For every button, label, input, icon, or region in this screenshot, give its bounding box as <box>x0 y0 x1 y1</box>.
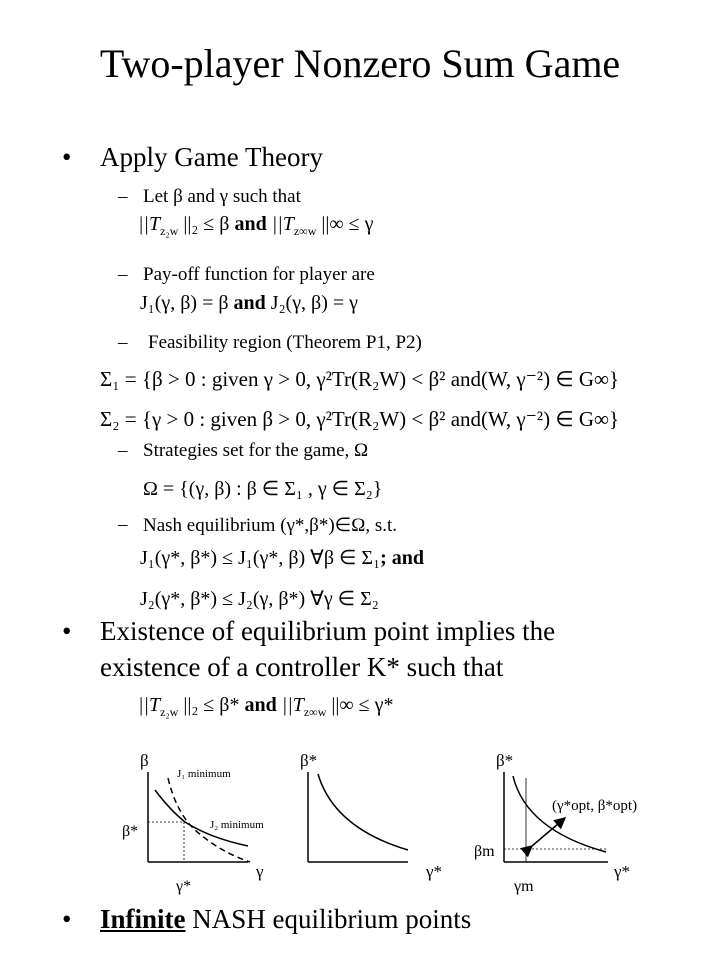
bullet-dot-3: • <box>62 904 72 934</box>
g3-beta-m: βm <box>474 843 495 860</box>
norm-t-left: ||T <box>138 213 161 235</box>
page-title: Two-player Nonzero Sum Game <box>99 41 621 86</box>
bullet-infinite-nash <box>100 904 471 935</box>
nash1-text: J₁(γ*, β*) ≤ J₁(γ*, β) ∀β ∈ Σ₁ <box>140 547 381 569</box>
g1-j2-label: J₂ minimum <box>210 819 264 831</box>
sub-nash: Nash equilibrium (γ*,β*)∈Ω, s.t. <box>143 515 398 536</box>
bullet-dot-1: • <box>62 142 72 172</box>
bullet-dot-2: • <box>62 616 72 646</box>
graph-equilibrium-curve <box>300 751 442 881</box>
ctrl-norminf-tail: ||∞ ≤ γ* <box>326 694 394 716</box>
sigma1-equation: Σ₁ = {β > 0 : given γ > 0, γ²Tr(R₂W) < β² and(W, γ⁻²) ∈ G∞} <box>100 367 620 391</box>
nash-condition-2: J₂(γ*, β*) ≤ J₂(γ, β*) ∀γ ∈ Σ₂ <box>140 588 379 610</box>
bullet-apply-game-theory: Apply Game Theory <box>100 142 323 172</box>
ctrl-subscript-inf: z∞w <box>303 705 327 719</box>
g3-curve <box>513 776 606 852</box>
sub-let-beta-gamma: Let β and γ such that <box>143 186 301 207</box>
g1-gamma-star: γ* <box>176 878 192 895</box>
g1-beta-star: β* <box>122 823 139 840</box>
norm2-tail: ||₂ ≤ β <box>178 213 235 235</box>
g2-x-label: γ* <box>426 862 443 881</box>
sub-dash-3: – <box>118 332 128 353</box>
g1-j2-curve <box>155 790 248 846</box>
sub-dash-4: – <box>118 440 128 461</box>
sub-dash-1: – <box>118 186 128 207</box>
g3-y-label: β* <box>496 751 514 770</box>
sub-dash-5: – <box>118 514 128 535</box>
g3-opt-label: (γ*opt, β*opt) <box>552 798 638 814</box>
j1-payoff: J₁(γ, β) = β <box>140 292 234 314</box>
bullet-existence-line1: Existence of equilibrium point implies the <box>100 616 556 646</box>
g1-j1-label: J₁ minimum <box>177 768 231 780</box>
g3-gamma-m: γm <box>514 878 534 895</box>
and-keyword-3: and <box>244 694 277 716</box>
graph-optimal-point <box>474 751 637 895</box>
infinite-emphasis: Infinite <box>100 904 186 934</box>
and-keyword-1: and <box>234 213 267 235</box>
sub-strategies: Strategies set for the game, Ω <box>143 440 369 461</box>
sub-dash-2: – <box>118 264 128 285</box>
g1-y-label: β <box>140 751 149 770</box>
g3-x-label: γ* <box>614 862 631 881</box>
ctrl-norm-t-left: ||T <box>138 694 161 716</box>
sub-payoff: Pay-off function for player are <box>143 264 375 285</box>
graph-nash-intersection <box>122 751 264 895</box>
norm-subscript-inf: z∞w <box>293 224 317 238</box>
g1-x-label: γ <box>256 862 264 881</box>
norminf-tail: ||∞ ≤ γ <box>316 213 374 235</box>
and-keyword-2: and <box>233 292 266 314</box>
nash1-and: ; and <box>380 547 424 569</box>
infinite-rest: NASH equilibrium points <box>185 904 472 934</box>
bullet-existence-line2: existence of a controller K* such that <box>100 652 504 682</box>
j2-payoff: J₂(γ, β) = γ <box>270 292 359 314</box>
ctrl-subscript-2: z₂w <box>160 705 179 719</box>
norm-t-right: ||T <box>271 213 294 235</box>
ctrl-norm-t-right: ||T <box>281 694 304 716</box>
ctrl-norm2-tail: ||₂ ≤ β* <box>178 694 245 716</box>
norm-subscript-2: z₂w <box>160 224 179 238</box>
omega-equation: Ω = {(γ, β) : β ∈ Σ₁ , γ ∈ Σ₂} <box>143 478 383 500</box>
g2-curve <box>318 774 408 850</box>
sub-feasibility: Feasibility region (Theorem P1, P2) <box>148 332 422 353</box>
g3-distance-arrow <box>532 818 565 846</box>
g2-y-label: β* <box>300 751 318 770</box>
sigma2-equation: Σ₂ = {γ > 0 : given β > 0, γ²Tr(R₂W) < β² and(W, γ⁻²) ∈ G∞} <box>100 407 620 431</box>
